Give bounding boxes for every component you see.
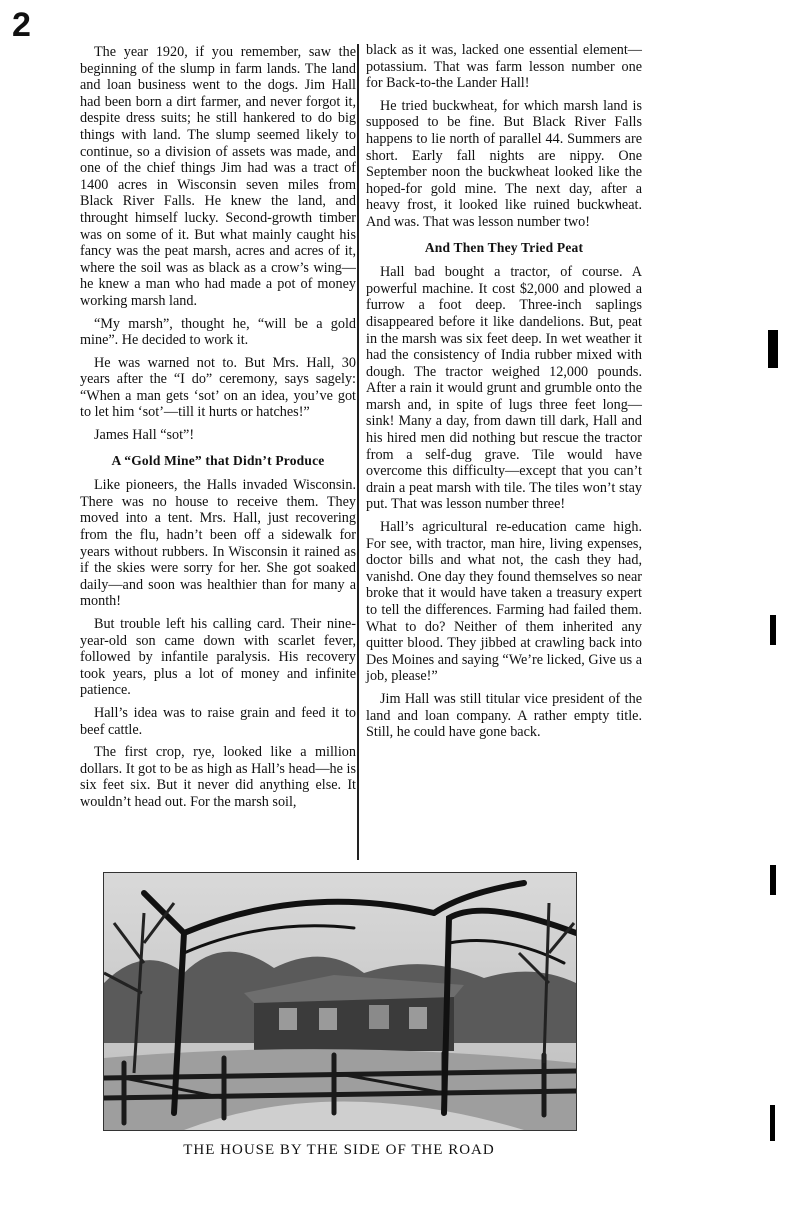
- paragraph: Jim Hall was still titular vice president of the land and loan company. A rather empty title. Still, he could have gone back.: [366, 690, 642, 741]
- paragraph: The year 1920, if you remember, saw the beginning of the slump in farm lands. The land and loan business went to the dogs. Jim Hall had been born a dirt farmer, and never forgot it, despite dress suits; he still hankered to do big things with land. The slump seemed likely to continue, so a division of assets was made, and one of the chief things Jim had was a tract of 1400 acres in Wisconsin seven miles from Black River Falls. He knew the land, and throught himself lucky. Second-growth timber was on some of it. But what mainly caught his fancy was the peat marsh, acres and acres of it, where the soil was as black as a crow’s wing—he knew a man who had made a pot of money working marsh land.: [80, 44, 356, 309]
- paragraph: Hall’s idea was to raise grain and feed it to beef cattle.: [80, 704, 356, 738]
- photo-caption: THE HOUSE BY THE SIDE OF THE ROAD: [183, 1142, 495, 1158]
- article-column-right: [366, 42, 642, 747]
- column-divider: [357, 44, 359, 860]
- rustic-house-photo-icon: [104, 873, 576, 1130]
- article-column-left: [80, 44, 356, 817]
- paragraph: Like pioneers, the Halls invaded Wisconsin. There was no house to receive them. They moved into a tent. Mrs. Hall, just recovering from the flu, hadn’t been off a sidewalk for years without rubbers. In Wisconsin it rained as if the skies were sorry for her. She got soaked daily—and soon was healthier than for many a month!: [80, 477, 356, 610]
- section-heading: A “Gold Mine” that Didn’t Produce: [111, 452, 325, 468]
- scan-edge-mark: [770, 865, 776, 895]
- scan-edge-mark: [770, 615, 776, 645]
- paragraph: He was warned not to. But Mrs. Hall, 30 years after the “I do” ceremony, says sagely: “When a man gets ‘sot’ on an idea, you’ve got to let him ‘sot’—till it hurts or hatches!”: [80, 354, 356, 421]
- scan-edge-mark: [770, 1105, 775, 1141]
- paragraph: But trouble left his calling card. Their nine-year-old son came down with scarlet fever, followed by infantile paralysis. His recovery took years, plus a lot of money and infinite patience.: [80, 616, 356, 699]
- page-number: 2: [12, 6, 31, 44]
- paragraph: The first crop, rye, looked like a million dollars. It got to be as high as Hall’s head—he is six feet six. But it never did anything else. It wouldn’t head out. For the marsh soil,: [80, 744, 356, 810]
- paragraph: “My marsh”, thought he, “will be a gold mine”. He decided to work it.: [80, 315, 356, 349]
- house-photo: [103, 872, 577, 1131]
- paragraph: black as it was, lacked one essential element—potassium. That was farm lesson number one for Back-to-the Lander Hall!: [366, 42, 642, 92]
- paragraph: He tried buckwheat, for which marsh land is supposed to be fine. But Black River Falls happens to lie north of parallel 44. Summers are short. Early fall nights are nippy. One September noon the buckwheat looked like the hoped-for gold mine. The next day, after a heavy frost, it looked like ruined buckwheat. And was. That was lesson number two!: [366, 97, 642, 230]
- paragraph: Hall bad bought a tractor, of course. A powerful machine. It cost $2,000 and plowed a furrow a foot deep. Three-inch saplings disappeared before it like dandelions. But, peat in the marsh was six feet deep. In wet weather it had the consistency of India rubber mixed with dough. The tractor weighed 12,000 pounds. After a rain it would grunt and grumble onto the marsh and, in spite of lugs three feet long—sink! Many a day, from dawn till dark, Hall and his hired men did nothing but rescue the tractor from a self-dug grave. Tile would have overcome this difficulty—except that you can’t drain a peat marsh with tile. The tiles won’t stay put. That was lesson number three!: [366, 264, 642, 513]
- paragraph: Hall’s agricultural re-education came high. For see, with tractor, man hire, living expenses, doctor bills and what not, the cash they had, vanishd. One day they found themselves so near broke that it would have taken a treasury expert to tell the differences. Farming had failed them. What to do? Neither of them inherited any quitter blood. They jibbed at crawling back into Des Moines and saying “We’re licked, Give us a job, please!”: [366, 519, 642, 685]
- section-heading: And Then They Tried Peat: [424, 239, 584, 255]
- scan-edge-mark: [768, 330, 778, 368]
- paragraph: James Hall “sot”!: [94, 427, 195, 444]
